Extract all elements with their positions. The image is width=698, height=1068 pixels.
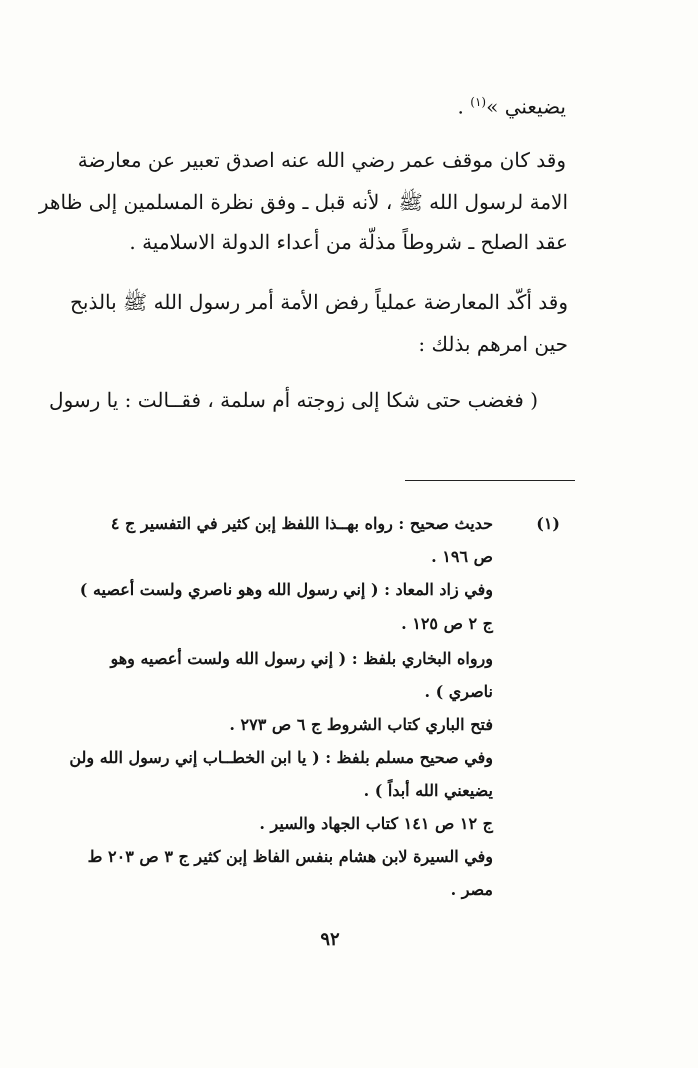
body-line-1-end: .: [457, 94, 464, 119]
footnote-ref: (١): [470, 95, 487, 109]
footnote-line-5: ورواه البخاري بلفظ : ( إني رسول الله ولست أعصيه وهو: [110, 649, 493, 668]
footnote-line-3: وفي زاد المعاد : ( إني رسول الله وهو ناصري ولست أعصيه ): [79, 580, 493, 599]
footnote-line-9: يضيعني الله أبداً ) .: [363, 781, 493, 800]
footnote-line-4: ج ٢ ص ١٢٥ .: [401, 614, 493, 633]
paragraph-3-line-1: ( فغضب حتى شكا إلى زوجته أم سلمة ، فقــالت : يا رسول: [49, 388, 538, 412]
paragraph-1-line-2: الامة لرسول الله ﷺ ، لأنه قبل ـ وفق نظرة المسلمين إلى ظاهر: [38, 190, 568, 214]
footnote-line-11: وفي السيرة لابن هشام بنفس الفاظ إبن كثير ج ٣ ص ٢٠٣ ط: [87, 847, 493, 866]
footnote-line-7: فتح الباري كتاب الشروط ج ٦ ص ٢٧٣ .: [229, 715, 493, 734]
footnote-line-1: حديث صحيح : رواه بهــذا اللفظ إبن كثير في التفسير ج ٤: [110, 514, 493, 533]
footnote-line-12: مصر .: [450, 880, 493, 899]
footnote-line-10: ج ١٢ ص ١٤١ كتاب الجهاد والسير .: [259, 814, 493, 833]
footnote-line-8: وفي صحيح مسلم بلفظ : ( يا ابن الخطــاب إني رسول الله ولن: [69, 748, 493, 767]
paragraph-2-line-1: وقد أكّد المعارضة عملياً رفض الأمة أمر رسول الله ﷺ بالذبح: [69, 290, 568, 314]
footnote-line-2: ص ١٩٦ .: [431, 547, 493, 566]
footnote-line-6: ناصري ) .: [424, 682, 493, 701]
paragraph-1-line-3: عقد الصلح ـ شروطاً مذلّة من أعداء الدولة الاسلامية .: [129, 230, 568, 254]
footnote-separator: [405, 480, 575, 481]
body-line-1: [458, 88, 566, 121]
paragraph-1-line-1: وقد كان موقف عمر رضي الله عنه اصدق تعبير عن معارضة: [77, 148, 566, 172]
paragraph-2-line-2: حين امرهم بذلك :: [418, 332, 568, 356]
body-line-1-text: يضيعني »: [486, 94, 566, 119]
page-number: ٩٢: [320, 929, 340, 950]
footnote-marker: (١): [536, 514, 560, 533]
